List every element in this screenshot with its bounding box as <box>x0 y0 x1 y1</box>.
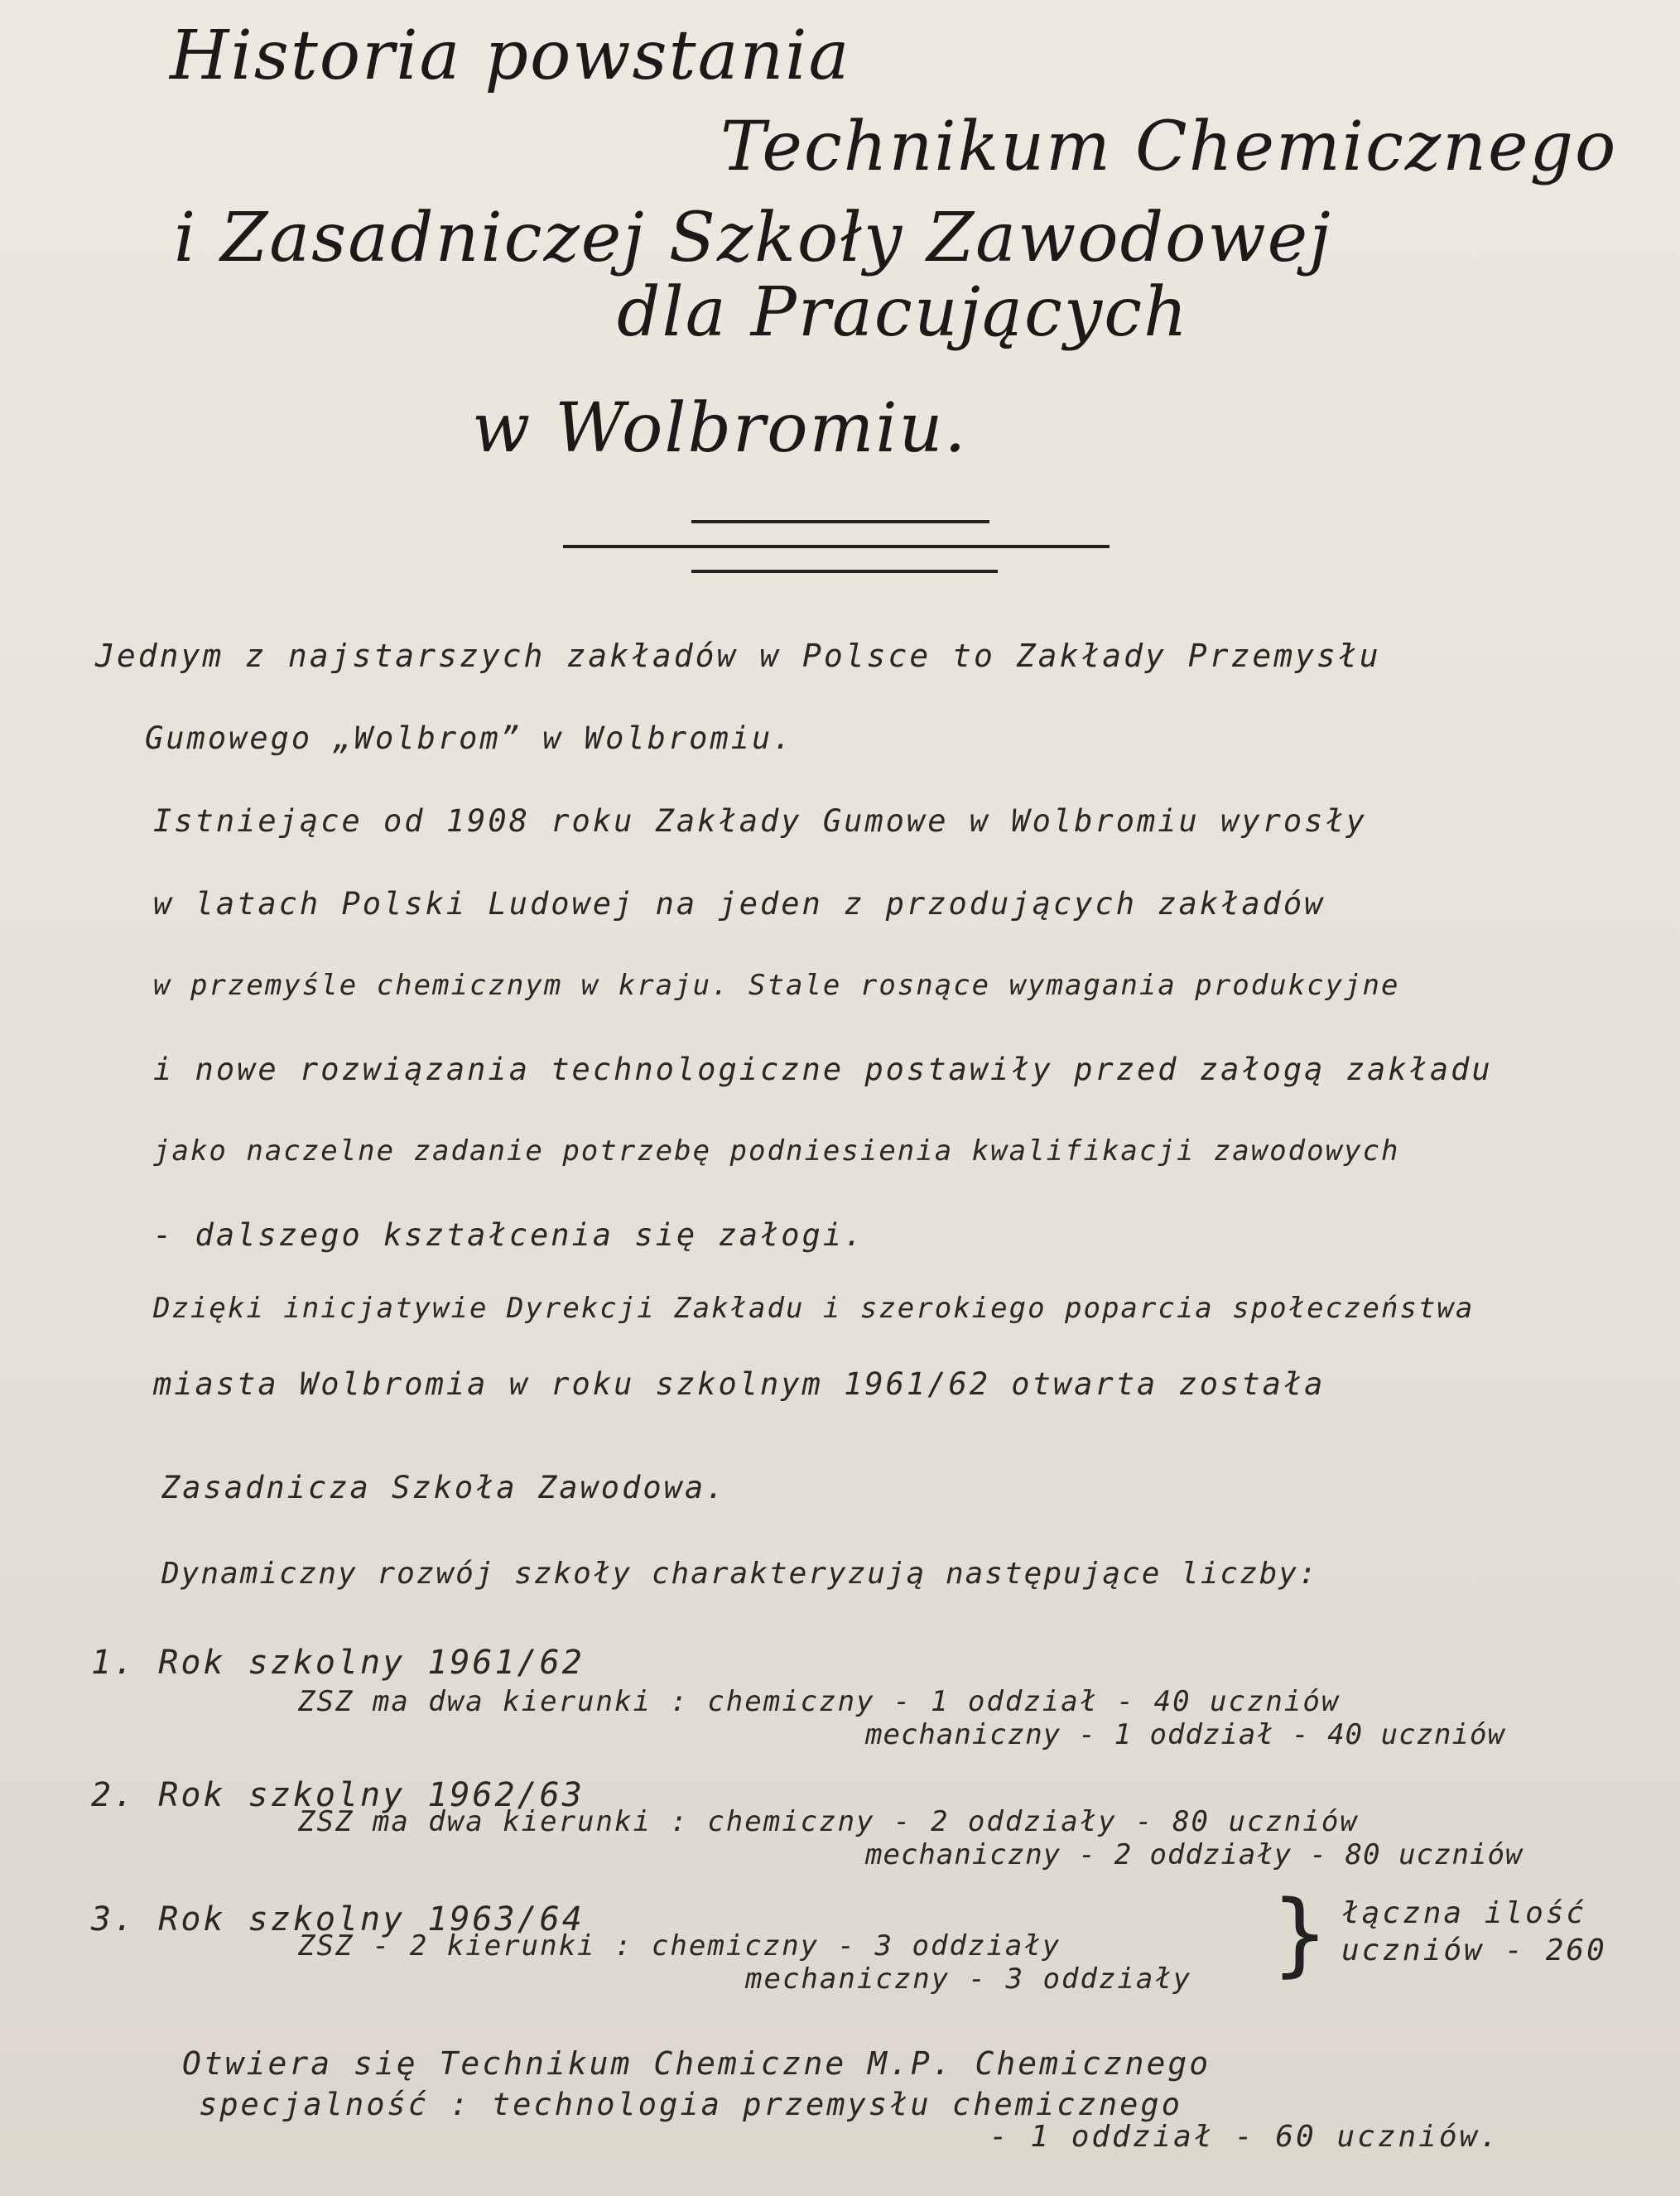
year-detail: mechaniczny - 2 oddziały - 80 uczniów <box>865 1838 1524 1871</box>
closing-line: Otwiera się Technikum Chemiczne M.P. Chemicznego <box>182 2045 1211 2082</box>
title-line-2: Technikum Chemicznego <box>720 108 1618 186</box>
intro-line: i nowe rozwiązania technologiczne postawiły przed załogą zakładu <box>153 1052 1493 1087</box>
intro-line: jako naczelne zadanie potrzebę podniesienia kwalifikacji zawodowych <box>153 1134 1400 1168</box>
intro-line: w przemyśle chemicznym w kraju. Stale rosnące wymagania produkcyjne <box>153 969 1400 1002</box>
brace-icon: } <box>1271 1881 1329 1987</box>
intro-line: Dynamiczny rozwój szkoły charakteryzują następujące liczby: <box>161 1557 1318 1591</box>
year-heading: 2. Rok szkolny 1962/63 <box>91 1776 585 1814</box>
intro-line: Jednym z najstarszych zakładów w Polsce to Zakłady Przemysłu <box>95 638 1381 674</box>
closing-line: - 1 oddział - 60 uczniów. <box>989 2120 1500 2154</box>
year-detail: mechaniczny - 1 oddział - 40 uczniów <box>865 1718 1505 1751</box>
intro-line: Dzięki inicjatywie Dyrekcji Zakładu i szerokiego poparcia społeczeństwa <box>153 1292 1475 1325</box>
intro-line: Zasadnicza Szkoła Zawodowa. <box>161 1470 727 1505</box>
intro-line: - dalszego kształcenia się załogi. <box>153 1217 865 1253</box>
year-detail: ZSZ ma dwa kierunki : chemiczny - 2 oddziały - 80 uczniów <box>298 1805 1359 1838</box>
title-line-4: dla Pracujących <box>617 273 1189 352</box>
total-label: łączna ilość <box>1341 1896 1587 1930</box>
divider-middle <box>563 545 1110 548</box>
year-detail: ZSZ - 2 kierunki : chemiczny - 3 oddziały <box>298 1929 1061 1962</box>
year-detail: mechaniczny - 3 oddziały <box>745 1962 1192 1996</box>
intro-line: Istniejące od 1908 roku Zakłady Gumowe w Wolbromiu wyrosły <box>153 803 1368 839</box>
intro-line: miasta Wolbromia w roku szkolnym 1961/62 otwarta została <box>153 1366 1326 1402</box>
year-heading: 1. Rok szkolny 1961/62 <box>91 1644 585 1682</box>
title-line-3: i Zasadniczej Szkoły Zawodowej <box>174 199 1332 277</box>
title-line-5: w Wolbromiu. <box>472 389 968 468</box>
year-detail: ZSZ ma dwa kierunki : chemiczny - 1 oddział - 40 uczniów <box>298 1685 1341 1718</box>
divider-bottom <box>691 570 998 573</box>
total-value: uczniów - 260 <box>1341 1934 1607 1967</box>
closing-line: specjalność : technologia przemysłu chemicznego <box>199 2087 1182 2122</box>
title-line-1: Historia powstania <box>170 17 851 95</box>
year-heading: 3. Rok szkolny 1963/64 <box>91 1900 585 1938</box>
intro-line: Gumowego „Wolbrom” w Wolbromiu. <box>145 720 794 756</box>
divider-top <box>691 520 989 523</box>
intro-line: w latach Polski Ludowej na jeden z przodujących zakładów <box>153 886 1326 922</box>
